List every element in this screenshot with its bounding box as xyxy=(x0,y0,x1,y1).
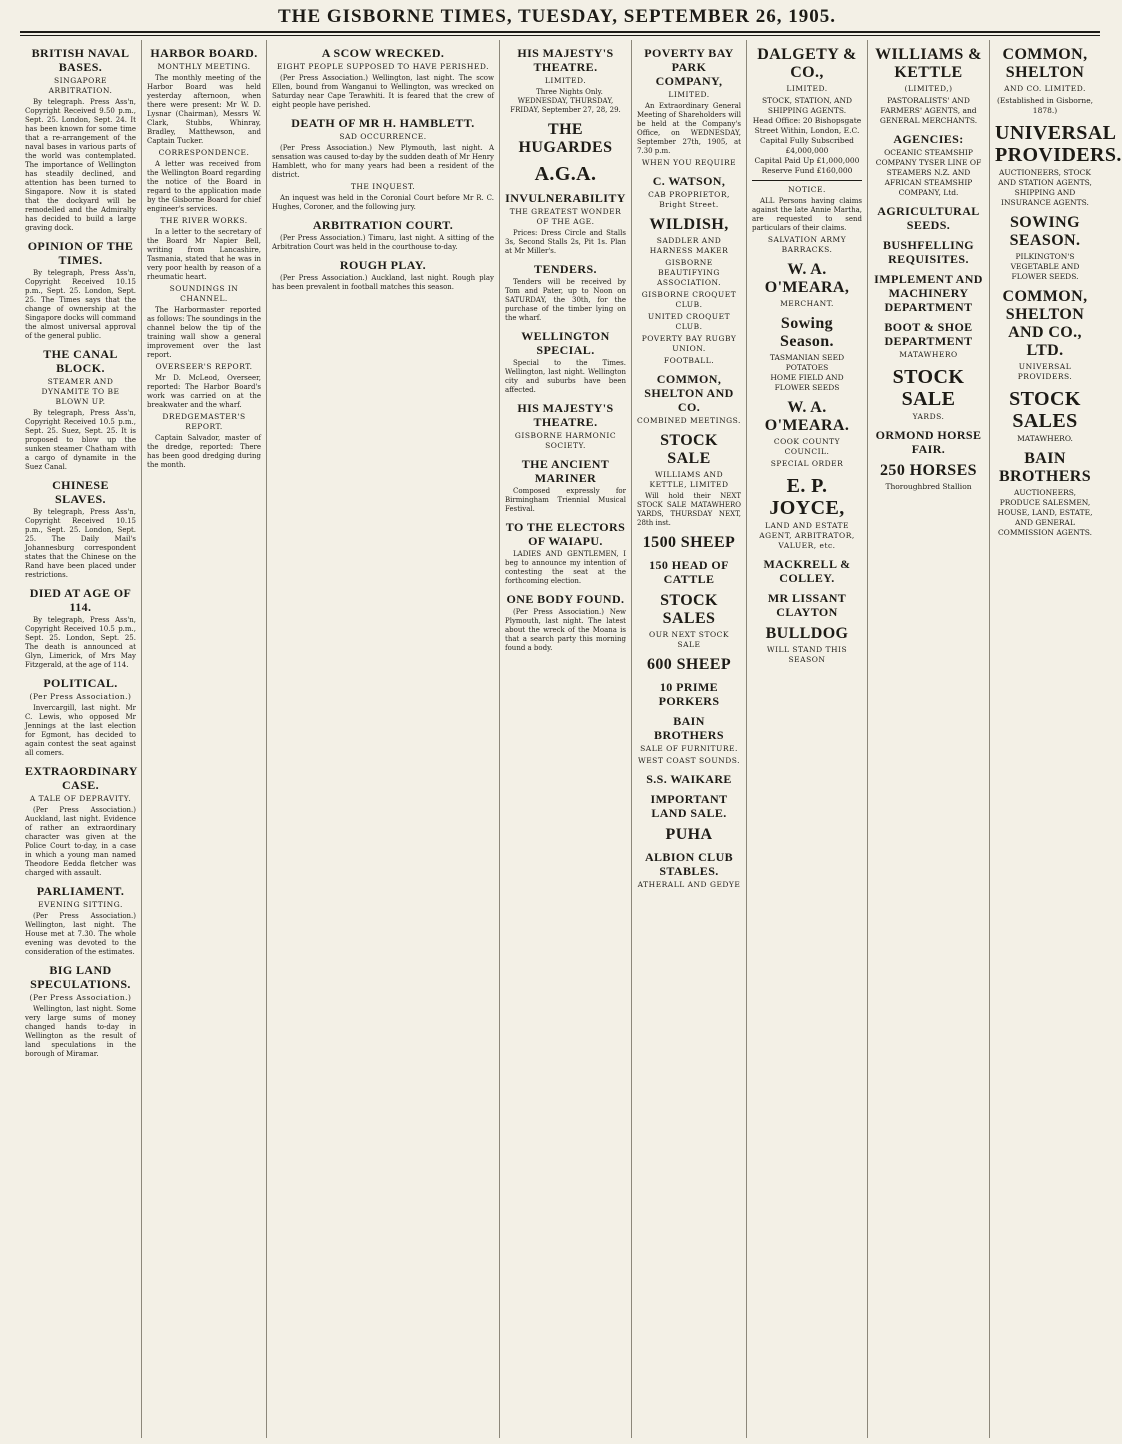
article-text: (Per Press Association.) Auckland, last night. Evidence of rather an extraordinary character was given at the Police Court to-day, in a case in which a young man named Theodore Eedda fletcher was charged with assault. xyxy=(25,806,136,877)
subhead: (LIMITED,) xyxy=(904,84,953,93)
ad-when-you-require: WHEN YOU REQUIRE xyxy=(641,158,737,167)
subhead: AND CO. LIMITED. xyxy=(1004,84,1086,93)
subhead: OUR NEXT STOCK SALE xyxy=(649,630,729,649)
article-text: The Harbormaster reported as follows: The soundings in the channel below the tip of the training wall show a general improvement over the last report. xyxy=(147,306,261,359)
ad-text: ALL Persons having claims against the late Annie Martha, are requested to send particulars of their claims. xyxy=(752,197,862,232)
ad-aga: A.G.A. xyxy=(534,163,597,185)
ad-line: (Established in Gisborne, 1878.) xyxy=(996,96,1094,115)
ad-bain-brothers: BAIN BROTHERS xyxy=(654,714,724,742)
ad-stock-sales: STOCK SALES xyxy=(1009,388,1081,432)
subhead: GISBORNE HARMONIC SOCIETY. xyxy=(514,431,617,450)
headline-chinese-slaves: CHINESE SLAVES. xyxy=(52,478,109,506)
subhead: SAD OCCURRENCE. xyxy=(339,132,427,141)
ad-agricultural-seeds: AGRICULTURAL SEEDS. xyxy=(877,204,980,232)
ad-line: AUCTIONEERS, PRODUCE SALESMEN, HOUSE, LAND, ESTATE, AND GENERAL COMMISSION AGENTS. xyxy=(997,488,1093,537)
ad-his-majestys-theatre-2: HIS MAJESTY'S THEATRE. xyxy=(517,401,614,429)
subhead: CAB PROPRIETOR, Bright Street. xyxy=(648,190,730,209)
ad-line: HOME FIELD AND FLOWER SEEDS xyxy=(770,373,844,392)
ad-stock-sales: STOCK SALES xyxy=(660,592,718,627)
subhead: SADDLER AND HARNESS MAKER xyxy=(649,236,729,255)
ad-bulldog: BULLDOG xyxy=(765,625,849,642)
subhead: OVERSEER'S REPORT. xyxy=(155,362,253,371)
ad-mackrell-colley: MACKRELL & COLLEY. xyxy=(763,557,851,585)
subhead: THE GREATEST WONDER OF THE AGE. xyxy=(509,207,622,226)
ad-sale-furniture: SALE OF FURNITURE. xyxy=(640,744,738,753)
ad-williams-kettle: WILLIAMS & KETTLE xyxy=(875,46,982,81)
ad-invulnerability: INVULNERABILITY xyxy=(505,191,626,205)
ad-common-shelton-2: COMMON, SHELTON AND CO., LTD. xyxy=(1002,288,1088,359)
subhead: COMBINED MEETINGS. xyxy=(637,416,741,425)
subhead: LAND AND ESTATE AGENT, ARBITRATOR, VALUER, etc. xyxy=(759,521,855,550)
ad-notice: NOTICE. xyxy=(788,185,826,194)
subhead: WILLIAMS AND KETTLE, LIMITED xyxy=(649,470,729,489)
subhead: LIMITED. xyxy=(668,90,710,99)
ad-line: TASMANIAN SEED POTATOES xyxy=(769,353,845,372)
ad-universal-providers: UNIVERSAL PROVIDERS. xyxy=(995,122,1122,166)
subhead: STEAMER AND DYNAMITE TO BE BLOWN UP. xyxy=(41,377,120,406)
article-text: Wellington, last night. Some very large sums of money changed hands to-day in Wellington as the result of land speculations in the borough of Miramar. xyxy=(25,1005,136,1058)
headline-harbor-board: HARBOR BOARD. xyxy=(150,46,258,60)
ad-250-horses: 250 HORSES xyxy=(880,462,977,479)
column-3 xyxy=(267,40,500,1438)
ad-bain-brothers: BAIN BROTHERS xyxy=(998,450,1092,485)
ad-text: Prices: Dress Circle and Stalls 3s, Second Stalls 2s, Pit 1s. Plan at Mr Miller's. xyxy=(505,229,626,255)
ad-waikare: S.S. WAIKARE xyxy=(646,772,732,786)
ad-electors-waiapu: TO THE ELECTORS OF WAIAPU. xyxy=(505,520,626,548)
subhead: CORRESPONDENCE. xyxy=(158,148,250,157)
ad-line: PASTORALISTS' AND FARMERS' AGENTS, and GENERAL MERCHANTS. xyxy=(879,96,978,125)
article-text: Special to the Times. Wellington, last night. Wellington city and suburbs have been affected. xyxy=(505,359,626,394)
ad-salvation-army: SALVATION ARMY BARRACKS. xyxy=(767,235,847,254)
ad-150-cattle: 150 HEAD OF CATTLE xyxy=(649,558,729,586)
headline-rough-play: ROUGH PLAY. xyxy=(339,258,427,272)
article-text: By telegraph. Press Ass'n, Copyright Received 9.50 p.m., Sept. 25. London, Sept. 24. It has been known for some time that a re-arrangement of the naval bases in various parts of the world was contemplated. The importance of Wellington has steadily declined, and attention has been turned to Singapore. Now it is stated that the dockyard will be remodelled and the Admiralty has decided to build a large graving dock. xyxy=(25,98,136,232)
article-text: The monthly meeting of the Harbor Board was held yesterday afternoon, when there were present: Mr W. D. Lysnar (Chairman), Messrs W. Clark, Stubbs, Whinray, Bradley, Matthewson, and Captain Tucker. xyxy=(147,74,261,145)
ad-w-a-omeara: W. A. O'MEARA, xyxy=(764,261,850,296)
masthead: THE GISBORNE TIMES, TUESDAY, SEPTEMBER 26, 1905. xyxy=(278,6,836,27)
headline-arbitration-court: ARBITRATION COURT. xyxy=(312,218,454,232)
column-7 xyxy=(868,40,990,1438)
ad-united-croquet: UNITED CROQUET CLUB. xyxy=(647,312,731,331)
article-text: (Per Press Association.) Auckland, last night. Rough play has been prevalent in football matches this season. xyxy=(272,274,494,291)
ad-line: STOCK, STATION, AND SHIPPING AGENTS. xyxy=(761,96,853,115)
article-text: Captain Salvador, master of the dredge, reported: There has been good dredging during the month. xyxy=(147,434,261,469)
subhead: SPECIAL ORDER xyxy=(770,459,844,468)
ad-sowing-season: Sowing Season. xyxy=(780,315,834,350)
subhead: EVENING SITTING. xyxy=(38,900,123,909)
ad-albion-stables: ALBION CLUB STABLES. xyxy=(644,850,734,878)
ad-text: Three Nights Only. WEDNESDAY, THURSDAY, FRIDAY, September 27, 28, 29. xyxy=(510,88,621,114)
subhead: SINGAPORE ARBITRATION. xyxy=(48,76,113,95)
column-8 xyxy=(990,40,1122,1438)
ad-line: Thoroughbred Stallion xyxy=(885,482,972,491)
divider xyxy=(752,180,862,181)
subhead: (Per Press Association.) xyxy=(29,993,132,1002)
ad-lissant-clayton: MR LISSANT CLAYTON xyxy=(767,591,847,619)
column-5 xyxy=(632,40,747,1438)
column-4 xyxy=(500,40,632,1438)
masthead-rule xyxy=(20,31,1100,33)
subhead: UNIVERSAL PROVIDERS. xyxy=(1017,362,1073,381)
subhead: LIMITED. xyxy=(544,76,587,85)
ad-implement-machinery: IMPLEMENT AND MACHINERY DEPARTMENT xyxy=(874,272,983,314)
ad-line: OCEANIC STEAMSHIP COMPANY TYSER LINE OF STEAMERS N.Z. AND AFRICAN STEAMSHIP COMPANY, Ltd. xyxy=(875,148,982,197)
subhead: MERCHANT. xyxy=(780,299,834,308)
ad-text: Composed expressly for Birmingham Triennial Musical Festival. xyxy=(505,487,626,513)
headline-died: DIED AT AGE OF 114. xyxy=(29,586,132,614)
article-text: By telegraph, Press Ass'n, Copyright Received 10.5 p.m., Sept. 25. London, Sept. 25. The death is announced at Glyn, Limerick, of Mrs May Fitzgerald, at the age of 114. xyxy=(25,616,136,669)
ad-west-coast-sounds: WEST COAST SOUNDS. xyxy=(638,756,740,765)
article-text: A letter was received from the Wellington Board regarding the notice of the Board in regard to the application made by the Gisborne Board for chief engineer's services. xyxy=(147,160,261,213)
ad-matawhero: MATAWHERO xyxy=(899,350,958,359)
column-6 xyxy=(747,40,868,1438)
article-text: By telegraph, Press Ass'n, Copyright Received 10.5 p.m., Sept. 25. Suez, Sept. 25. It is proposed to blow up the sunken steamer Chatham with a cargo of dynamite in the Suez Canal. xyxy=(25,409,136,471)
ad-line: Capital Fully Subscribed £4,000,000 xyxy=(760,136,854,155)
article-text: (Per Press Association.) New Plymouth, last night. A sensation was caused to-day by the sudden death of Mr Henry Hamblett, who for many years had been a resident of the district. xyxy=(272,144,494,179)
subhead: YARDS. xyxy=(912,412,945,421)
headline-naval-bases: BRITISH NAVAL BASES. xyxy=(31,46,130,74)
ad-bushfelling: BUSHFELLING REQUISITES. xyxy=(882,238,975,266)
ad-poverty-bay-park: POVERTY BAY PARK COMPANY, xyxy=(644,46,734,88)
ad-croquet-club: GISBORNE CROQUET CLUB. xyxy=(641,290,737,309)
ad-line: PILKINGTON'S VEGETABLE AND FLOWER SEEDS. xyxy=(1010,252,1080,281)
ad-common-shelton: COMMON, SHELTON AND CO. xyxy=(644,372,734,414)
article-text: By telegraph, Press Ass'n, Copyright Received 10.15 p.m., Sept. 25. London, Sept. 25. The Times says that the change of ownership at the Singapore docks will command the almost universal approval of the general public. xyxy=(25,269,136,340)
ad-line: Capital Paid Up £1,000,000 xyxy=(754,156,860,165)
ad-ancient-mariner: THE ANCIENT MARINER xyxy=(521,457,610,485)
article-text: Invercargill, last night. Mr C. Lewis, who opposed Mr Jennings at the last election for Egmont, has decided to again contest the seat against all comers. xyxy=(25,704,136,757)
headline-one-body-found: ONE BODY FOUND. xyxy=(506,592,625,606)
ad-text: An Extraordinary General Meeting of Shareholders will be held at the Company's Office, on WEDNESDAY, September 27th, 1905, at 7.30 p.m. xyxy=(637,102,741,155)
article-text: Mr D. McLeod, Overseer, reported: The Harbor Board's work was carried on at the breakwater and the wharf. xyxy=(147,374,261,409)
headline-wellington-special: WELLINGTON SPECIAL. xyxy=(521,329,610,357)
article-text: (Per Press Association.) New Plymouth, last night. The latest about the wreck of the Moana is that a search party this morning found a body. xyxy=(505,608,626,652)
article-text: (Per Press Association.) Wellington, last night. The House met at 7.30. The whole evening was devoted to the consideration of the estimates. xyxy=(25,912,136,956)
ad-text: LADIES AND GENTLEMEN, I beg to announce my intention of contesting the seat at the forthcoming election. xyxy=(505,550,626,585)
ad-600-sheep: 600 SHEEP xyxy=(646,656,732,673)
headline-extraordinary: EXTRAORDINARY CASE. xyxy=(25,764,138,792)
subhead: A TALE OF DEPRAVITY. xyxy=(29,794,132,803)
article-text: In a letter to the secretary of the Board Mr Napier Bell, writing from Lancashire, Tasmania, stated that he was in very poor health by reason of a rheumatic heart. xyxy=(147,228,261,281)
ad-e-p-joyce: E. P. JOYCE, xyxy=(769,475,845,519)
subhead: FOOTBALL. xyxy=(663,356,715,365)
ad-sowing-season: SOWING SEASON. xyxy=(1009,214,1081,249)
ad-c-watson: C. WATSON, xyxy=(652,174,726,188)
ad-line: MATAWHERO. xyxy=(1017,434,1073,443)
ad-cook-county: COOK COUNTY COUNCIL. xyxy=(773,437,841,456)
column-1 xyxy=(20,40,142,1438)
ad-hugardes: THE HUGARDES xyxy=(518,121,613,156)
ad-line: Head Office: 20 Bishopsgate Street Within, London, E.C. xyxy=(752,116,862,135)
ad-his-majestys-theatre: HIS MAJESTY'S THEATRE. xyxy=(517,46,614,74)
headline-canal-block: THE CANAL BLOCK. xyxy=(43,347,118,375)
ad-beautifying: GISBORNE BEAUTIFYING ASSOCIATION. xyxy=(657,258,721,287)
headline-parliament: PARLIAMENT. xyxy=(36,884,125,898)
column-2 xyxy=(142,40,267,1438)
subhead: DREDGEMASTER'S REPORT. xyxy=(162,412,246,431)
ad-10-porkers: 10 PRIME PORKERS xyxy=(658,680,720,708)
ad-dalgety: DALGETY & CO., xyxy=(757,46,857,81)
article-text: (Per Press Association.) Wellington, last night. The scow Ellen, bound from Wanganui to Wellington, was wrecked on Saturday near Cape Terawhiti. It is feared that the crew of eight people have perished. xyxy=(272,74,494,109)
ad-w-a-omeara-2: W. A. O'MEARA. xyxy=(764,399,850,434)
ad-agencies: AGENCIES: xyxy=(893,132,964,146)
ad-text: Tenders will be received by Tom and Pater, up to Noon on SATURDAY, the 30th, for the purchase of the timber lying on the wharf. xyxy=(505,278,626,322)
subhead: SOUNDINGS IN CHANNEL. xyxy=(169,284,239,303)
subhead: EIGHT PEOPLE SUPPOSED TO HAVE PERISHED. xyxy=(277,62,489,71)
masthead-rule-thin xyxy=(20,35,1100,36)
headline-political: POLITICAL. xyxy=(43,676,118,690)
article-text: By telegraph, Press Ass'n, Copyright Received 10.15 p.m., Sept. 25. London, Sept. 25. The Daily Mail's Johannesburg correspondent states that the Chinese on the Rand have been placed under restrictions. xyxy=(25,508,136,579)
subhead: THE INQUEST. xyxy=(350,182,416,191)
ad-stock-sale: STOCK SALE xyxy=(660,432,718,467)
ad-rugby-union: POVERTY BAY RUGBY UNION. xyxy=(641,334,737,353)
ad-important-land-sale: IMPORTANT LAND SALE. xyxy=(650,792,728,820)
headline-opinion: OPINION OF THE TIMES. xyxy=(27,239,134,267)
subhead: ATHERALL AND GEDYE xyxy=(637,880,741,889)
ad-puha: PUHA xyxy=(665,826,713,843)
article-text: An inquest was held in the Coronial Court before Mr R. C. Hughes, Coroner, and the following jury. xyxy=(272,194,494,211)
subhead: (Per Press Association.) xyxy=(29,692,132,701)
ad-line: AUCTIONEERS, STOCK AND STATION AGENTS, SHIPPING AND INSURANCE AGENTS. xyxy=(998,168,1092,207)
ad-tenders: TENDERS. xyxy=(534,262,597,276)
headline-scow-wrecked: A SCOW WRECKED. xyxy=(321,46,445,60)
ad-boot-shoe: BOOT & SHOE DEPARTMENT xyxy=(884,320,973,348)
ad-wildish: WILDISH, xyxy=(649,216,729,233)
headline-death-hamblett: DEATH OF MR H. HAMBLETT. xyxy=(291,116,475,130)
ad-common-shelton: COMMON, SHELTON xyxy=(1002,46,1088,81)
headline-land-speculations: BIG LAND SPECULATIONS. xyxy=(30,963,131,991)
subhead: MONTHLY MEETING. xyxy=(157,62,251,71)
ad-text: Will hold their NEXT STOCK SALE MATAWHERO YARDS, THURSDAY NEXT, 28th inst. xyxy=(637,492,741,527)
ad-line: Reserve Fund £160,000 xyxy=(761,166,853,175)
subhead: LIMITED. xyxy=(786,84,828,93)
subhead: WILL STAND THIS SEASON xyxy=(766,645,848,664)
ad-1500-sheep: 1500 SHEEP xyxy=(642,534,736,551)
article-text: (Per Press Association.) Timaru, last night. A sitting of the Arbitration Court was held in the courthouse to-day. xyxy=(272,234,494,251)
ad-stock-sale: STOCK SALE xyxy=(892,366,965,410)
ad-ormond-horse-fair: ORMOND HORSE FAIR. xyxy=(875,428,982,456)
subhead: THE RIVER WORKS. xyxy=(160,216,248,225)
